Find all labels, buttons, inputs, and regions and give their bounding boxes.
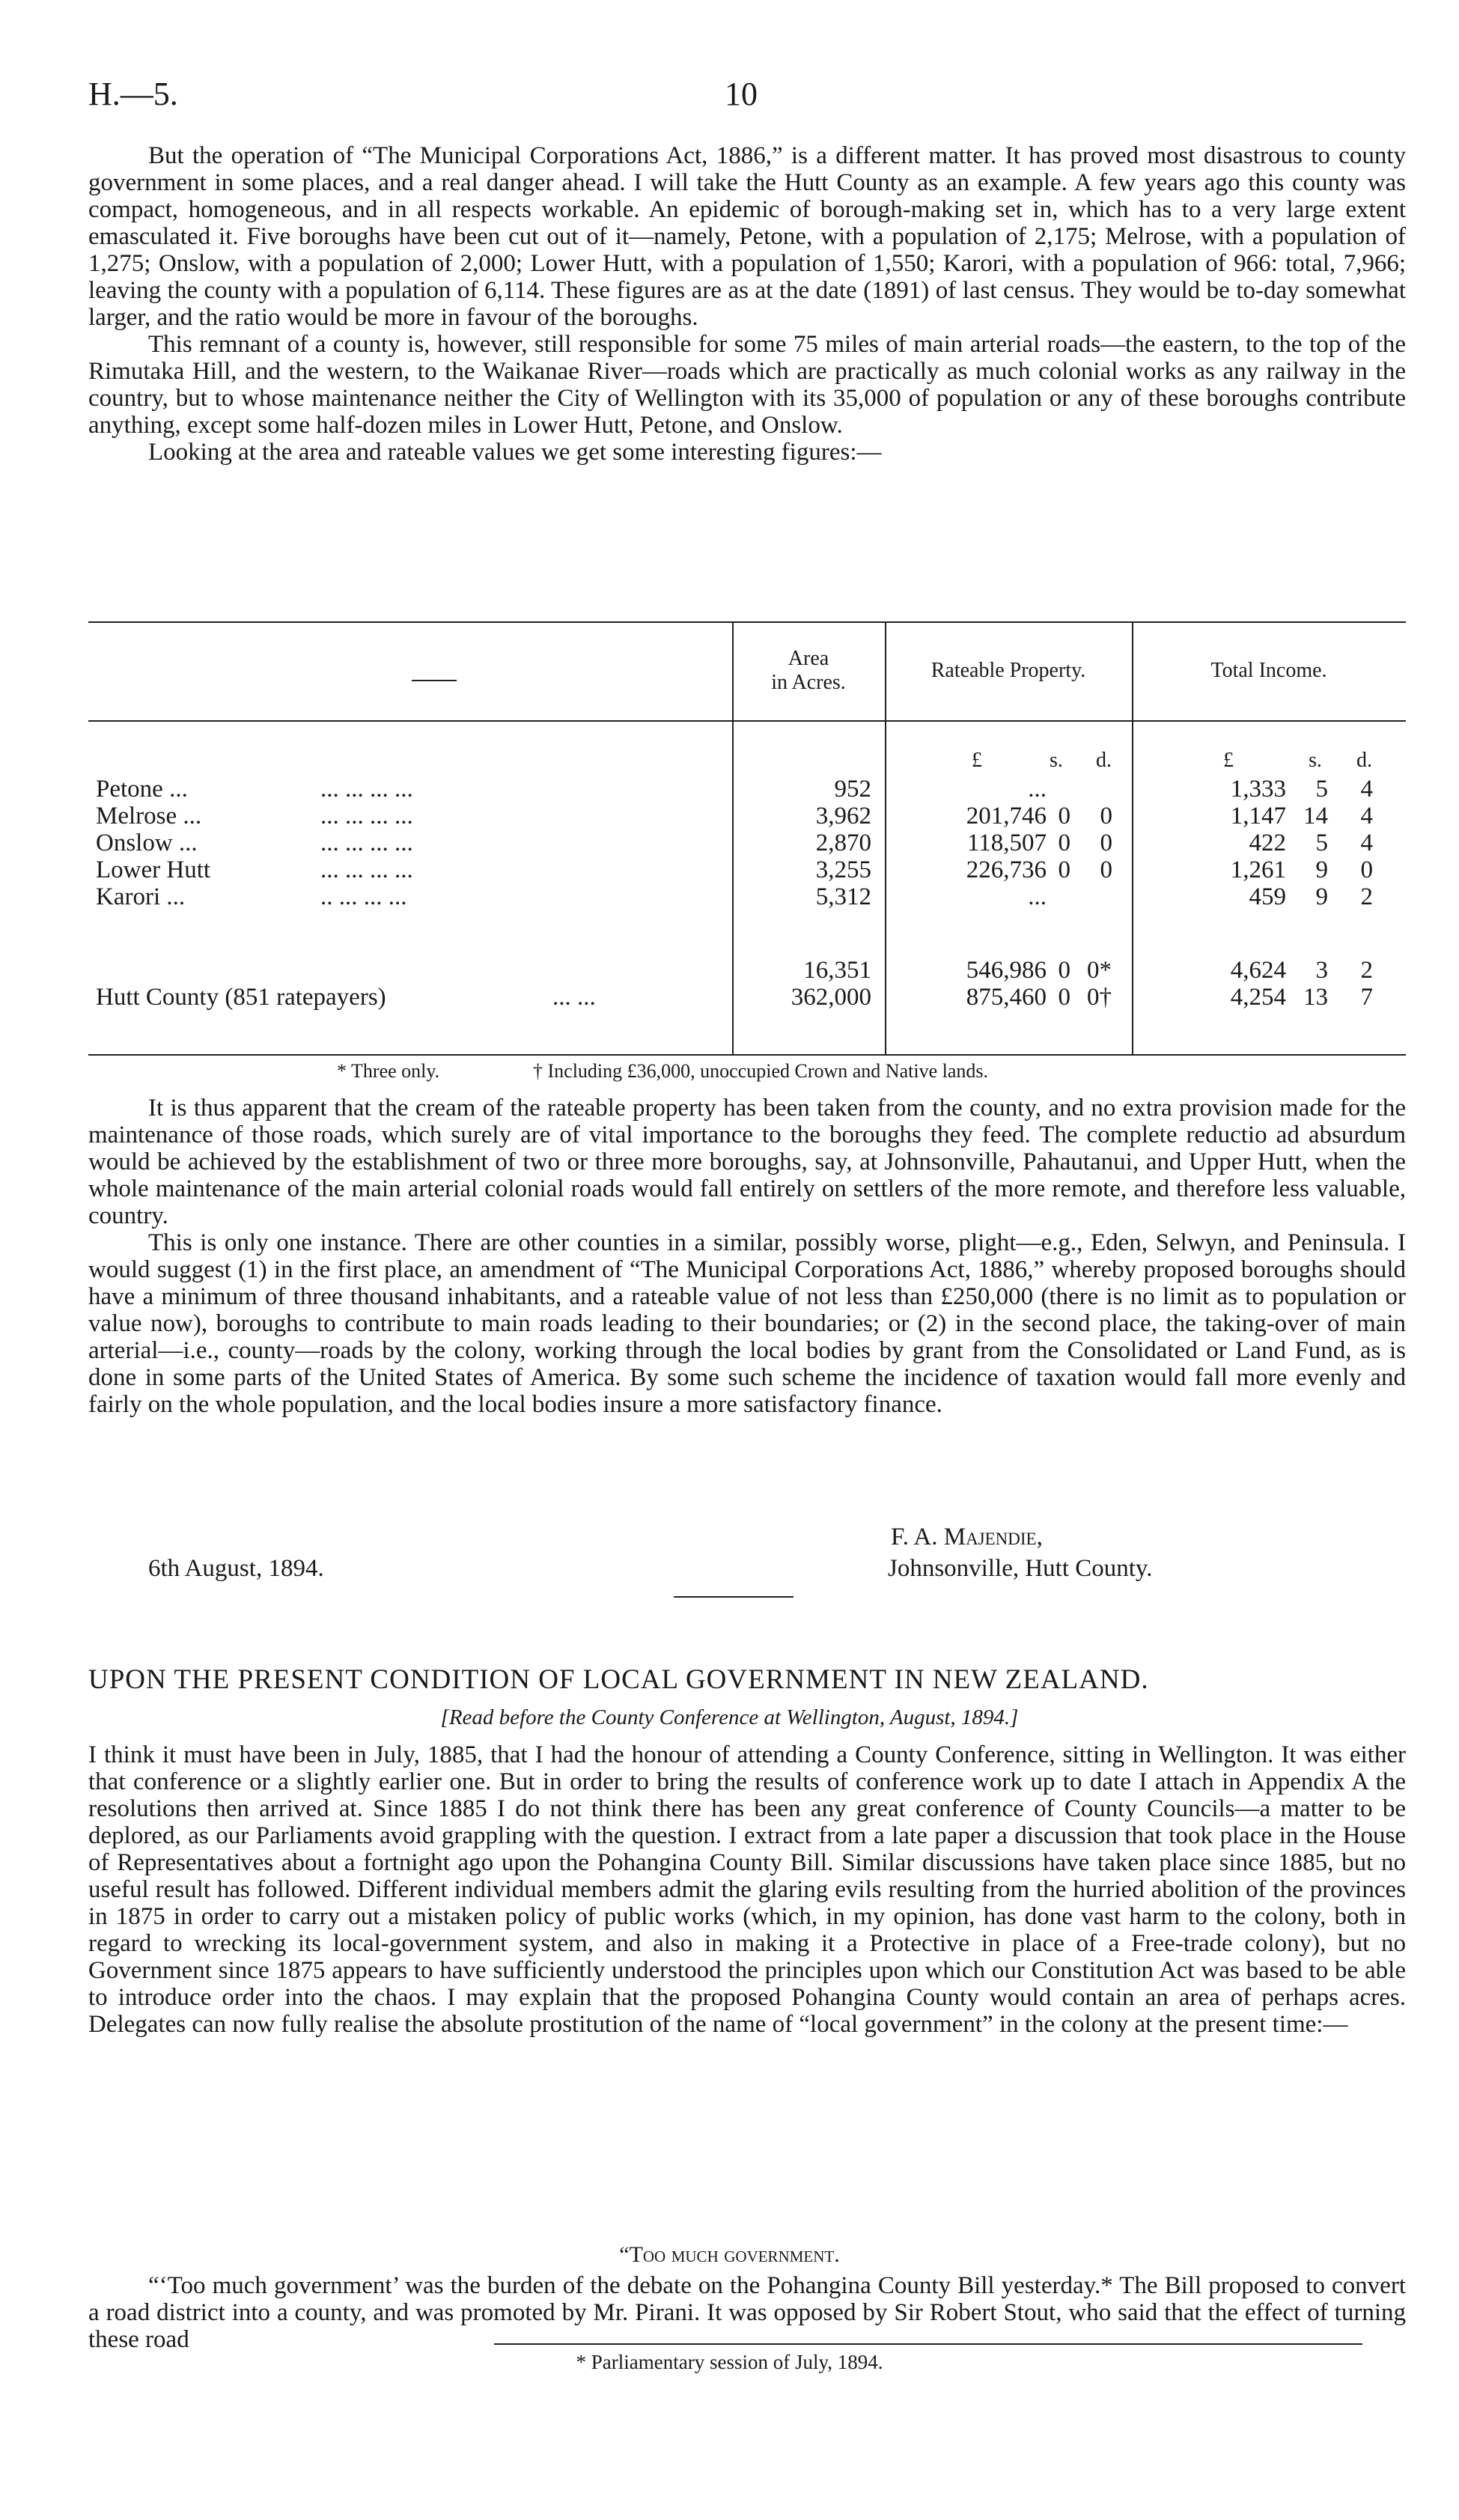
- row-income-pounds: 422: [1249, 830, 1286, 856]
- row-leader: ... ... ... ...: [320, 803, 413, 830]
- row-area: 2,870: [815, 830, 871, 856]
- hutt-county-rateable-pence: 0†: [1087, 984, 1112, 1011]
- row-rateable-pence: 0: [1100, 830, 1112, 856]
- row-rateable-pounds: ...: [1028, 883, 1047, 910]
- row-area: 3,962: [815, 803, 871, 830]
- page-number: 10: [725, 76, 758, 112]
- row-income-pounds: 1,147: [1230, 803, 1286, 830]
- row-area: 3,255: [815, 856, 871, 883]
- total-income-pounds: 4,624: [1230, 957, 1286, 984]
- footnote-rule: [494, 2343, 1362, 2345]
- row-rateable-pence: 0: [1100, 803, 1112, 830]
- footnote-three-only: * Three only.: [337, 1060, 440, 1082]
- row-rateable-pounds: 118,507: [966, 830, 1047, 856]
- section-subtitle: [Read before the County Conference at Wellington, August, 1894.]: [440, 1705, 1019, 1729]
- paragraph-pohangina-debate: “‘Too much government’ was the burden of the debate on the Pohangina County Bill yesterday.* The Bill proposed to convert a road district into a county, and was promoted by Mr. Pirani. It was opposed by Sir Robert Stout, who said that the effect of turning these road: [88, 2272, 1406, 2353]
- row-income-pounds: 1,261: [1230, 856, 1286, 883]
- row-rateable-pence: 0: [1100, 856, 1112, 883]
- col-header-rateable: Rateable Property.: [930, 659, 1086, 682]
- total-income-shillings: 3: [1315, 957, 1328, 984]
- intro-text: [88, 142, 1406, 466]
- table-header-rule: [88, 720, 1406, 722]
- quote-text: [88, 2272, 1406, 2353]
- row-rateable-pounds: 226,736: [966, 856, 1047, 883]
- section-title: UPON THE PRESENT CONDITION OF LOCAL GOVERNMENT IN NEW ZEALAND.: [88, 1664, 1149, 1695]
- row-income-shillings: 9: [1315, 856, 1328, 883]
- unit-shilling: s.: [1309, 749, 1322, 772]
- row-income-pence: 4: [1360, 830, 1373, 856]
- row-name: Petone ...: [96, 776, 188, 803]
- row-rateable-pounds: 201,746: [966, 803, 1047, 830]
- row-name: Lower Hutt: [96, 856, 211, 883]
- row-income-shillings: 5: [1315, 830, 1328, 856]
- row-rateable-shillings: 0: [1058, 803, 1070, 830]
- middle-text: [88, 1095, 1406, 1418]
- section-body-text: [88, 1741, 1406, 2038]
- row-rateable-pounds: ...: [1028, 776, 1047, 803]
- paragraph-county-conference: I think it must have been in July, 1885, that I had the honour of attending a County Conference, sitting in Wellington. It was either that conference or a slightly earlier one. But in order to bring the results of conference work up to date I attach in Appendix A the resolutions then arrived at. Since 1885 I do not think there has been any great conference of County Councils—a matter to be deplored, as our Parliaments avoid grappling with the question. I extract from a late paper a discussion that took place in the House of Representatives about a fortnight ago upon the Pohangina County Bill. Similar discussions have taken place since 1885, but no useful result has followed. Different individual members admit the glaring evils resulting from the hurried abolition of the provinces in 1875 in order to carry out a mistaken policy of public works (which, in my opinion, has done vast harm to the colony, both in regard to wrecking its local-government system, and also in making it a Protective in place of a Free-trade colony), but no Government since 1875 appears to have sufficiently understood the principles upon which our Constitution Act was based to be able to introduce order into the chaos. I may explain that the proposed Pohangina County would contain an area of perhaps acres. Delegates can now fully realise the absolute prostitution of the name of “local government” in the colony at the present time:—: [88, 1741, 1406, 2038]
- document-reference: H.—5.: [88, 76, 178, 112]
- hutt-county-rateable-shillings: 0: [1058, 984, 1070, 1011]
- row-name: Karori ...: [96, 883, 186, 910]
- paragraph-remnant-county: This remnant of a county is, however, still responsible for some 75 miles of main arterial roads—the eastern, to the top of the Rimutaka Hill, and the western, to the Waikanae River—roads which are practically as much colonial works as any railway in the country, but to whose maintenance neither the City of Wellington with its 35,000 of population or any of these boroughs contribute anything, except some half-dozen miles in Lower Hutt, Petone, and Onslow.: [88, 331, 1406, 439]
- hutt-county-area: 362,000: [791, 984, 871, 1011]
- row-leader: ... ...: [552, 984, 596, 1011]
- row-income-shillings: 14: [1303, 803, 1328, 830]
- row-area: 5,312: [815, 883, 871, 910]
- signature-date: 6th August, 1894.: [148, 1555, 324, 1582]
- row-leader: ... ... ... ...: [320, 856, 413, 883]
- col-header-area: Area in Acres.: [771, 647, 846, 694]
- quote-title: “Too much government.: [619, 2242, 840, 2267]
- col-header-income: Total Income.: [1210, 659, 1327, 682]
- total-area: 16,351: [803, 957, 871, 984]
- rateable-values-table: [88, 621, 1406, 1056]
- unit-pound: £: [1223, 749, 1234, 772]
- row-leader: ... ... ... ...: [320, 830, 413, 856]
- row-income-pounds: 1,333: [1230, 776, 1286, 803]
- row-income-shillings: 5: [1315, 776, 1328, 803]
- signature-place: Johnsonville, Hutt County.: [888, 1555, 1153, 1582]
- unit-shilling: s.: [1050, 749, 1063, 772]
- row-leader: .. ... ... ...: [320, 883, 407, 910]
- row-income-pence: 0: [1360, 856, 1373, 883]
- footnote-crown-lands: † Including £36,000, unoccupied Crown and Native lands.: [533, 1060, 988, 1082]
- paragraph-looking-at-figures: Looking at the area and rateable values we get some interesting figures:—: [148, 439, 882, 466]
- hutt-county-rateable-pounds: 875,460: [966, 984, 1047, 1011]
- hutt-county-income-shillings: 13: [1303, 984, 1328, 1011]
- total-rateable-shillings: 0: [1058, 957, 1070, 984]
- row-name-hutt-county: Hutt County (851 ratepayers): [96, 984, 386, 1011]
- table-top-rule: [88, 621, 1406, 623]
- hutt-county-income-pence: 7: [1360, 984, 1373, 1011]
- row-income-pounds: 459: [1249, 883, 1286, 910]
- page-header: [88, 75, 1406, 120]
- unit-pound: £: [972, 749, 982, 772]
- row-area: 952: [834, 776, 871, 803]
- hutt-county-income-pounds: 4,254: [1230, 984, 1286, 1011]
- row-income-pence: 4: [1360, 803, 1373, 830]
- section-divider: [674, 1596, 794, 1598]
- paragraph-only-one-instance: This is only one instance. There are other counties in a similar, possibly worse, plight—e.g., Eden, Selwyn, and Peninsula. I would suggest (1) in the first place, an amendment of “The Municipal Corporations Act, 1886,” whereby proposed boroughs should have a minimum of three thousand inhabitants, and a rateable value of not less than £250,000 (there is no limit as to population or value now), boroughs to contribute to main roads leading to their boundaries; or (2) in the second place, the taking-over of main arterial—i.e., county—roads by the colony, working through the local bodies by grant from the Consolidated or Land Fund, as is done in some parts of the United States of America. By some such scheme the incidence of taxation would fall more evenly and fairly on the whole population, and the local bodies insure a more satisfactory finance.: [88, 1229, 1406, 1418]
- header-dash: [412, 680, 457, 681]
- row-income-shillings: 9: [1315, 883, 1328, 910]
- row-name: Melrose ...: [96, 803, 202, 830]
- unit-pence: d.: [1356, 749, 1372, 772]
- total-rateable-pounds: 546,986: [966, 957, 1047, 984]
- table-col-divider: [1132, 621, 1133, 1054]
- row-rateable-shillings: 0: [1058, 856, 1070, 883]
- paragraph-municipal-act: But the operation of “The Municipal Corporations Act, 1886,” is a different matter. It has proved most disastrous to county government in some places, and a real danger ahead. I will take the Hutt County as an example. A few years ago this county was compact, homogeneous, and in all respects workable. An epidemic of borough-making set in, which has to a very large extent emasculated it. Five boroughs have been cut out of it—namely, Petone, with a population of 2,175; Melrose, with a population of 1,275; Onslow, with a population of 2,000; Lower Hutt, with a population of 1,550; Karori, with a population of 966: total, 7,966; leaving the county with a population of 6,114. These figures are as at the date (1891) of last census. They would be to-day somewhat larger, and the ratio would be more in favour of the boroughs.: [88, 142, 1406, 331]
- row-rateable-shillings: 0: [1058, 830, 1070, 856]
- unit-pence: d.: [1096, 749, 1112, 772]
- row-income-pence: 2: [1360, 883, 1373, 910]
- table-col-divider: [885, 621, 886, 1054]
- paragraph-cream-of-property: It is thus apparent that the cream of the rateable property has been taken from the county, and no extra provision made for the maintenance of those roads, which surely are of vital importance to the boroughs they feed. The complete reductio ad absurdum would be achieved by the establishment of two or three more boroughs, say, at Johnsonville, Pahautanui, and Upper Hutt, when the whole maintenance of the main arterial colonial roads would fall entirely on settlers of the more remote, and therefore less valuable, country.: [88, 1095, 1406, 1229]
- row-income-pence: 4: [1360, 776, 1373, 803]
- page-footnote: * Parliamentary session of July, 1894.: [576, 2351, 883, 2373]
- signature-name: F. A. Majendie,: [891, 1524, 1043, 1550]
- total-income-pence: 2: [1360, 957, 1373, 984]
- table-bottom-rule: [88, 1054, 1406, 1056]
- row-leader: ... ... ... ...: [320, 776, 413, 803]
- row-name: Onslow ...: [96, 830, 198, 856]
- total-rateable-pence: 0*: [1087, 957, 1112, 984]
